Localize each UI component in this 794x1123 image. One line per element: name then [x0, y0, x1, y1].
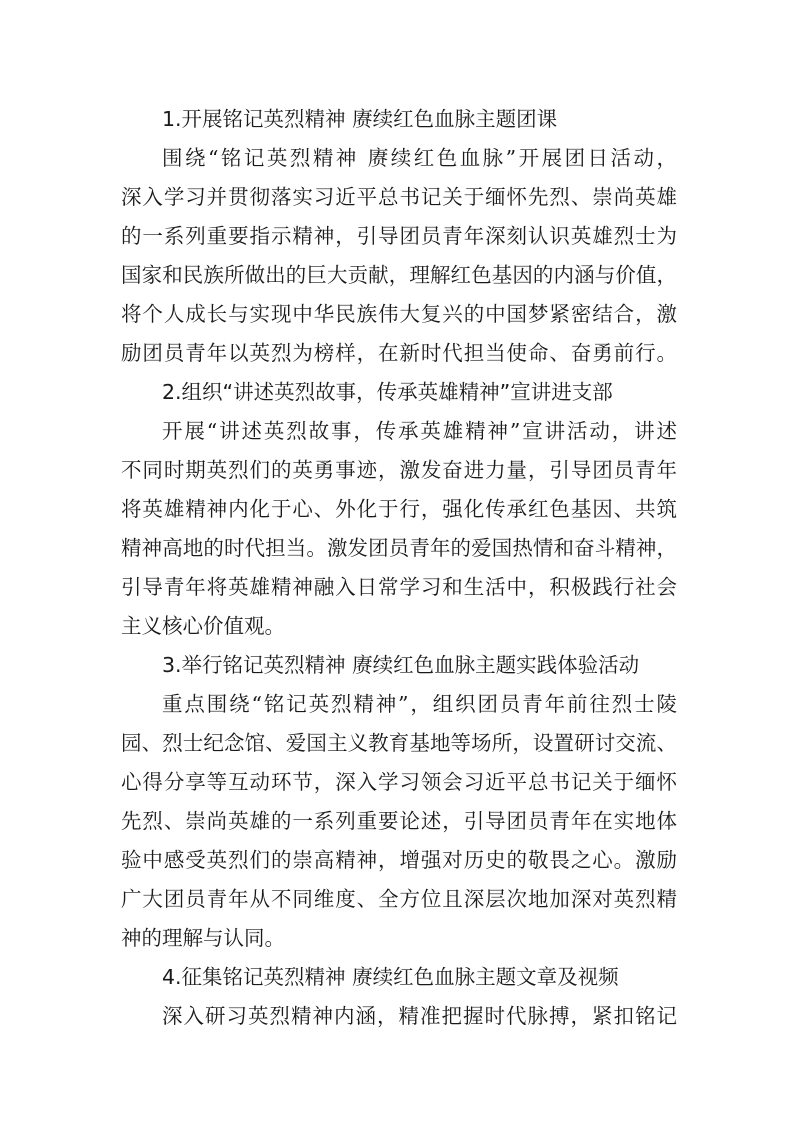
paragraph-line: 先烈、崇尚英雄的一系列重要论述，引导团员青年在实地体	[121, 809, 677, 833]
paragraph-line: 将英雄精神内化于心、外化于行，强化传承红色基因、共筑	[121, 497, 677, 521]
paragraph-line: 重点围绕“铭记英烈精神”，组织团员青年前往烈士陵	[162, 692, 677, 716]
paragraph-line: 围绕“铭记英烈精神 赓续红色血脉”开展团日活动，	[162, 146, 677, 170]
paragraph-line: 验中感受英烈们的崇高精神，增强对历史的敬畏之心。激励	[121, 848, 677, 872]
paragraph-line: 主义核心价值观。	[121, 614, 285, 638]
paragraph-line: 将个人成长与实现中华民族伟大复兴的中国梦紧密结合，激	[121, 302, 677, 326]
paragraph-line: 精神高地的时代担当。激发团员青年的爱国热情和奋斗精神，	[121, 536, 677, 560]
paragraph-line: 国家和民族所做出的巨大贡献，理解红色基因的内涵与价值，	[121, 263, 677, 287]
paragraph-line: 广大团员青年从不同维度、全方位且深层次地加深对英烈精	[121, 887, 677, 911]
section-heading: 4.征集铭记英烈精神 赓续红色血脉主题文章及视频	[162, 965, 619, 989]
paragraph-line: 的一系列重要指示精神，引导团员青年深刻认识英雄烈士为	[121, 224, 677, 248]
paragraph-line: 开展“讲述英烈故事，传承英雄精神”宣讲活动，讲述	[162, 419, 677, 443]
paragraph-line: 励团员青年以英烈为榜样，在新时代担当使命、奋勇前行。	[121, 341, 677, 365]
paragraph-line: 园、烈士纪念馆、爱国主义教育基地等场所，设置研讨交流、	[121, 731, 677, 755]
paragraph-line: 不同时期英烈们的英勇事迹，激发奋进力量，引导团员青年	[121, 458, 677, 482]
paragraph-line: 引导青年将英雄精神融入日常学习和生活中，积极践行社会	[121, 575, 677, 599]
section-heading: 2.组织“讲述英烈故事，传承英雄精神”宣讲进支部	[162, 380, 613, 404]
paragraph-line: 神的理解与认同。	[121, 926, 285, 950]
section-heading: 1.开展铭记英烈精神 赓续红色血脉主题团课	[162, 107, 558, 131]
paragraph-line: 深入学习并贯彻落实习近平总书记关于缅怀先烈、崇尚英雄	[121, 185, 677, 209]
paragraph-line: 深入研习英烈精神内涵，精准把握时代脉搏，紧扣铭记	[162, 1004, 677, 1028]
paragraph-line: 心得分享等互动环节，深入学习领会习近平总书记关于缅怀	[121, 770, 677, 794]
section-heading: 3.举行铭记英烈精神 赓续红色血脉主题实践体验活动	[162, 653, 640, 677]
